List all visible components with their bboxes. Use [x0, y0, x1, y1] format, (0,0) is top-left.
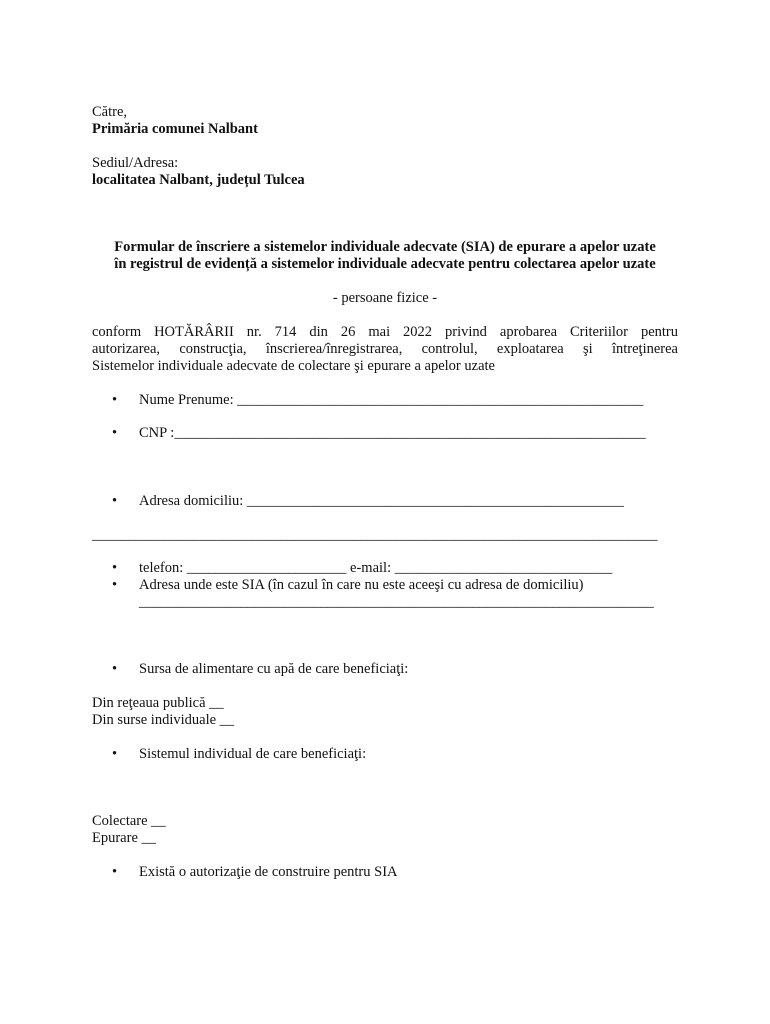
address-field[interactable]: Adresa domiciliu: ____________________________________________________ [139, 493, 624, 509]
bullet-icon: • [112, 425, 118, 441]
source-individual-option[interactable]: Din surse individuale __ [92, 712, 235, 728]
system-label: Sistemul individual de care beneficiaţi: [139, 746, 367, 762]
name-field[interactable]: Nume Prenume: ________________________________________________________ [139, 392, 644, 408]
intro-line1: conform HOTĂRÂRII nr. 714 din 26 mai 2022 privind aprobarea Criteriilor pentru [92, 324, 678, 340]
permit-label: Există o autorizaţie de construire pentru SIA [139, 864, 398, 880]
treatment-option[interactable]: Epurare __ [92, 830, 157, 846]
sia-address-label: Adresa unde este SIA (în cazul în care nu este aceeşi cu adresa de domiciliu) [139, 577, 584, 593]
bullet-icon: • [112, 493, 118, 509]
recipient-address: localitatea Nalbant, județul Tulcea [92, 172, 305, 188]
recipient-to-label: Către, [92, 104, 128, 120]
collection-option[interactable]: Colectare __ [92, 813, 166, 829]
bullet-icon: • [112, 746, 118, 762]
sia-address-field[interactable]: _______________________________________________________________________ [139, 594, 654, 610]
bullet-icon: • [112, 560, 118, 576]
bullet-icon: • [112, 864, 118, 880]
water-source-label: Sursa de alimentare cu apă de care beneficiaţi: [139, 661, 409, 677]
intro-line2: autorizarea, construcţia, înscrierea/înregistrarea, controlul, exploatarea şi întreţinerea [92, 341, 678, 357]
form-title-line2: în registrul de evidență a sistemelor individuale adecvate pentru colectarea apelor uzate [114, 256, 656, 272]
intro-line3: Sistemelor individuale adecvate de colectare şi epurare a apelor uzate [92, 358, 495, 374]
bullet-icon: • [112, 392, 118, 408]
recipient-name: Primăria comunei Nalbant [92, 121, 258, 137]
form-subtitle: - persoane fizice - [332, 290, 438, 306]
form-title-line1: Formular de înscriere a sistemelor individuale adecvate (SIA) de epurare a apelor uzate [114, 239, 656, 255]
contact-fields[interactable]: telefon: ______________________ e-mail: ______________________________ [139, 560, 613, 576]
address-field-line2[interactable]: ______________________________________________________________________________ [92, 527, 658, 543]
cnp-field[interactable]: CNP :_________________________________________________________________ [139, 425, 646, 441]
bullet-icon: • [112, 661, 118, 677]
address-label: Sediul/Adresa: [92, 155, 179, 171]
source-public-option[interactable]: Din reţeaua publică __ [92, 695, 224, 711]
bullet-icon: • [112, 577, 118, 593]
